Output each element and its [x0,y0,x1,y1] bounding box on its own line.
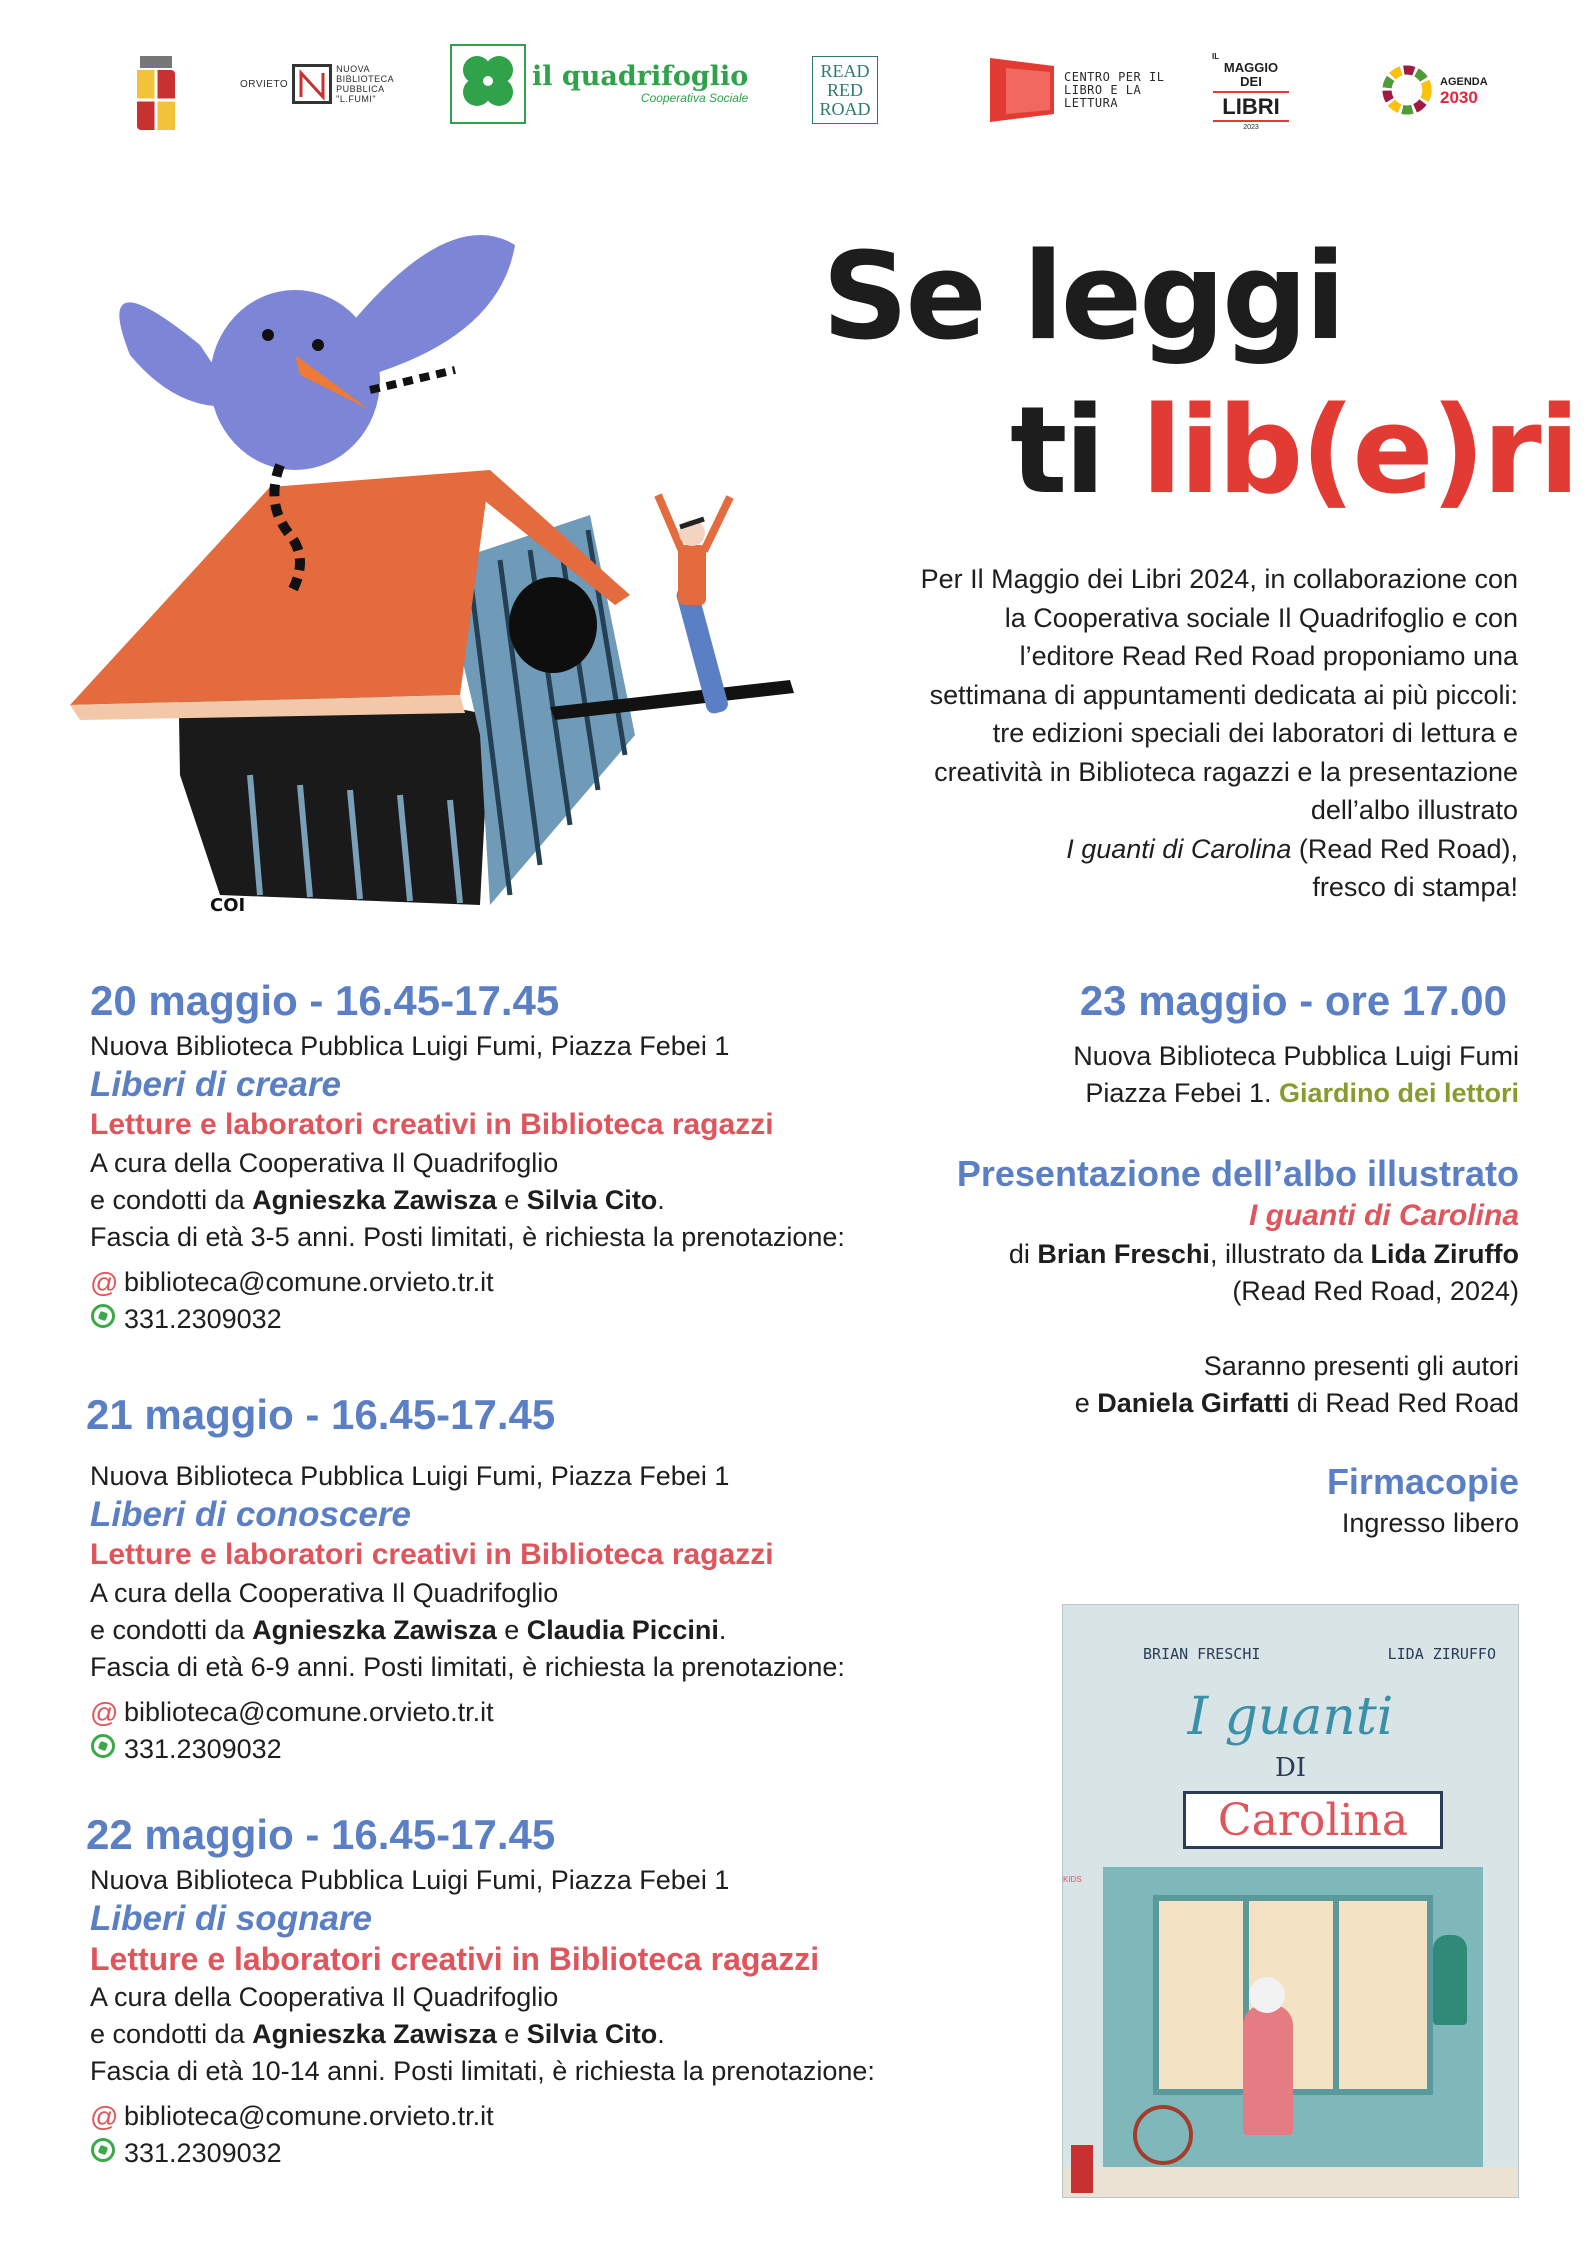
phone-text[interactable]: 331.2309032 [124,2138,282,2169]
intro-paragraph [800,560,1518,907]
headline-liberi: lib(e)ri [1141,382,1577,521]
led-a: Agnieszka Zawisza [252,1615,497,1646]
intro-line: Per Il Maggio dei Libri 2024, in collaborazione con [920,564,1518,594]
by-prefix: di [1008,1238,1038,1269]
cover-title-2: DI [1274,1753,1307,1783]
whatsapp-icon [91,1734,115,1758]
presentation-credits [899,1236,1519,1273]
illustrator-signature: COI [210,895,246,915]
library-mark-icon [292,64,332,104]
clover-icon [450,44,526,124]
presentation-date: 23 maggio - ore 17.00 [1079,977,1507,1024]
cover-mannequin [1433,1935,1467,2025]
guests-suffix: di Read Red Road [1289,1387,1519,1418]
signing-heading: Firmacopie [1326,1460,1519,1502]
cepell-label: CENTRO PER IL LIBRO E LA LETTURA [1064,69,1165,110]
event-led-by [90,1182,950,1219]
event-place: Nuova Biblioteca Pubblica Luigi Fumi, Piazza Febei 1 [90,1461,730,1492]
event-age: Fascia di età 10-14 anni. Posti limitati, è richiesta la prenotazione: [90,2056,875,2087]
phone-text[interactable]: 331.2309032 [124,1304,282,1335]
led-end: . [657,2019,665,2050]
cover-author: BRIAN FRESCHI [1143,1645,1261,1663]
place2-text: Piazza Febei 1. [1085,1078,1279,1109]
library-label: NUOVA BIBLIOTECA PUBBLICA "L.FUMI" [336,64,394,104]
headline-ti: ti [1010,382,1142,521]
sdg-wheel-icon [1382,65,1432,115]
event-theme: Liberi di sognare [90,1899,372,1939]
event-3 [86,1812,986,2172]
cover-woman-head [1249,1977,1285,2013]
birdhouse-illustration [70,215,810,915]
cover-title-3: Carolina [1217,1795,1409,1846]
phone-text[interactable]: 331.2309032 [124,1734,282,1765]
read-red-road-logo [812,56,878,124]
maggio-top: IL [1212,52,1220,61]
presentation-guests-1: Saranno presenti gli autori [1203,1350,1519,1381]
email-text[interactable]: biblioteca@comune.orvieto.tr.it [124,1697,494,1728]
headline-line-2 [1010,382,1577,521]
intro-line: l’editore Read Red Road proponiamo una [1019,641,1518,671]
email-contact[interactable] [90,1264,950,1301]
author-name: Brian Freschi [1037,1238,1210,1269]
rrr-line-3: ROAD [819,98,871,119]
book-red-icon [988,56,1056,124]
event-place: Nuova Biblioteca Pubblica Luigi Fumi, Piazza Febei 1 [90,1031,730,1062]
intro-line: dell’albo illustrato [1310,795,1518,825]
cover-title-1: I guanti [1187,1687,1394,1747]
led-a: Agnieszka Zawisza [252,1185,497,1216]
presentation-heading: Presentazione dell’albo illustrato [956,1153,1519,1195]
cover-ground [1063,2167,1519,2198]
email-text[interactable]: biblioteca@comune.orvieto.tr.it [124,1267,494,1298]
maggio-mid: MAGGIO DEI [1223,60,1279,89]
event-age: Fascia di età 3-5 anni. Posti limitati, è richiesta la prenotazione: [90,1222,845,1253]
orvieto-label: ORVIETO [240,78,289,90]
event-date: 20 maggio - 16.45-17.45 [90,977,560,1024]
led-b: Silvia Cito [526,2019,658,2050]
event-led-by [90,2016,986,2053]
rrr-line-1: READ [820,60,870,81]
intro-book-pub: (Read Red Road), [1291,833,1518,864]
headline-line-1: Se leggi [822,228,1344,367]
email-contact[interactable] [90,2098,986,2135]
agenda-2030-logo [1382,62,1502,118]
event-theme: Liberi di creare [90,1065,341,1105]
cover-series: KIDS [1063,1875,1082,1884]
illustrator-name: Lida Ziruffo [1370,1238,1519,1269]
intro-line: settimana di appuntamenti dedicata ai più piccoli: [929,679,1518,710]
rrr-line-2: RED [827,79,863,100]
presentation-guests-2 [899,1385,1519,1422]
intro-book-title: I guanti di Carolina [1066,833,1292,864]
library-logo [240,62,394,106]
book-cover [1062,1604,1519,2198]
event-2 [86,1392,946,1768]
presentation-place-1: Nuova Biblioteca Pubblica Luigi Fumi [1073,1041,1519,1072]
ill-prefix: , illustrato da [1209,1238,1371,1269]
intro-book-line [800,830,1518,869]
cover-illustrator: LIDA ZIRUFFO [1387,1645,1496,1663]
presentation-book-title: I guanti di Carolina [1248,1198,1519,1232]
led-end: . [718,1615,727,1646]
maggio-year: 2023 [1243,124,1259,131]
phone-contact[interactable] [90,2135,986,2172]
garden-text: Giardino dei lettori [1278,1078,1519,1109]
led-prefix: e condotti da [90,1615,253,1646]
guest-name: Daniela Girfatti [1097,1387,1290,1418]
event-curated: A cura della Cooperativa Il Quadrifoglio [90,1578,559,1609]
at-icon: @ [90,2101,119,2133]
guests-prefix: e [1074,1387,1098,1418]
event-curated: A cura della Cooperativa Il Quadrifoglio [90,1148,559,1179]
orvieto-coat-of-arms-logo [134,54,178,134]
cover-bicycle [1133,2105,1193,2165]
event-subtitle: Letture e laboratori creativi in Biblioteca ragazzi [90,1941,820,1978]
maggio-big: LIBRI [1222,94,1280,119]
intro-line: creatività in Biblioteca ragazzi e la presentazione [934,756,1518,787]
intro-line-last: fresco di stampa! [1312,872,1518,902]
maggio-dei-libri-logo [1212,52,1290,132]
event-place: Nuova Biblioteca Pubblica Luigi Fumi, Piazza Febei 1 [90,1865,730,1896]
cover-woman [1243,2005,1293,2135]
at-icon: @ [90,1697,119,1729]
presentation-publisher: (Read Red Road, 2024) [1232,1275,1519,1306]
led-prefix: e condotti da [90,2019,253,2050]
led-b: Silvia Cito [526,1185,658,1216]
cepell-logo [988,56,1178,124]
event-date: 22 maggio - 16.45-17.45 [86,1811,556,1858]
event-date: 21 maggio - 16.45-17.45 [86,1391,556,1438]
event-1 [90,978,950,1338]
whatsapp-icon [91,2138,115,2162]
at-icon: @ [90,1267,119,1299]
email-text[interactable]: biblioteca@comune.orvieto.tr.it [124,2101,494,2132]
event-led-by [90,1612,946,1649]
event-age: Fascia di età 6-9 anni. Posti limitati, è richiesta la prenotazione: [90,1652,845,1683]
quadrifoglio-name: il quadrifoglio [532,61,749,92]
email-contact[interactable] [90,1694,946,1731]
cover-window [1153,1895,1433,2095]
entry-text: Ingresso libero [1341,1508,1519,1539]
event-subtitle: Letture e laboratori creativi in Biblioteca ragazzi [90,1538,774,1572]
phone-contact[interactable] [90,1731,946,1768]
led-and: e [496,2019,527,2050]
intro-line: la Cooperativa sociale Il Quadrifoglio e con [1004,602,1518,633]
quadrifoglio-sub: Cooperativa Sociale [640,91,749,105]
led-end: . [657,1185,665,1216]
whatsapp-icon [91,1304,115,1328]
led-and: e [496,1185,527,1216]
cover-window-bars [1333,1895,1339,2095]
publisher-mark-icon [1071,2145,1093,2193]
agenda-label: AGENDA [1440,76,1488,88]
phone-contact[interactable] [90,1301,950,1338]
presentation-place-2 [899,1075,1519,1112]
event-theme: Liberi di conoscere [90,1495,411,1535]
agenda-year: 2030 [1440,88,1478,107]
led-b: Claudia Piccini [526,1615,719,1646]
led-prefix: e condotti da [90,1185,253,1216]
event-subtitle: Letture e laboratori creativi in Biblioteca ragazzi [90,1108,774,1142]
led-a: Agnieszka Zawisza [252,2019,497,2050]
intro-line: tre edizioni speciali dei laboratori di lettura e [992,718,1518,748]
led-and: e [496,1615,527,1646]
quadrifoglio-logo [450,44,750,124]
event-curated: A cura della Cooperativa Il Quadrifoglio [90,1982,559,2013]
presentation-block [899,978,1519,1542]
